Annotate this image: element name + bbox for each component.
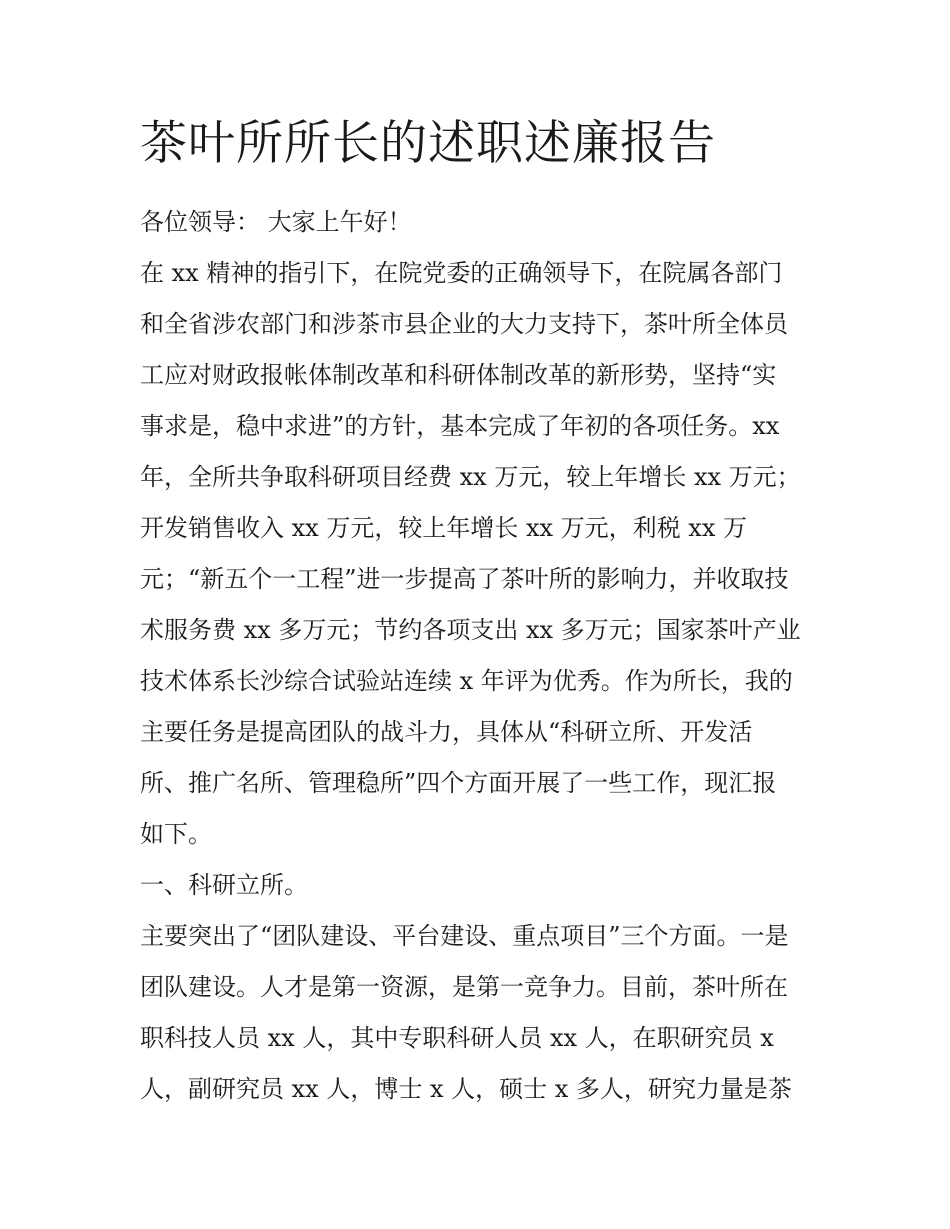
text-line: 团队建设。人才是第一资源，是第一竞争力。目前，茶叶所在	[140, 973, 788, 1001]
text-line: 技术体系长沙综合试验站连续 x 年评为优秀。作为所长，我的	[140, 667, 793, 695]
text-line: 所、推广名所、管理稳所”四个方面开展了一些工作，现汇报	[140, 769, 777, 797]
text-line: 如下。	[140, 820, 212, 848]
text-line: 主要突出了“团队建设、平台建设、重点项目”三个方面。一是	[140, 922, 789, 950]
text-line: 元；“新五个一工程”进一步提高了茶叶所的影响力，并收取技	[140, 565, 789, 593]
text-line: 职科技人员 xx 人，其中专职科研人员 xx 人，在职研究员 x	[140, 1024, 774, 1052]
section-heading: 一、科研立所。	[140, 871, 308, 899]
greeting-line: 各位领导： 大家上午好！	[140, 208, 412, 236]
text-line: 在 xx 精神的指引下，在院党委的正确领导下，在院属各部门	[140, 259, 783, 287]
text-line: 术服务费 xx 多万元；节约各项支出 xx 多万元；国家茶叶产业	[140, 616, 801, 644]
text-line: 工应对财政报帐体制改革和科研体制改革的新形势，坚持“实	[140, 361, 777, 389]
text-line: 主要任务是提高团队的战斗力，具体从“科研立所、开发活	[140, 718, 753, 746]
text-line: 人，副研究员 xx 人，博士 x 人，硕士 x 多人，研究力量是茶	[140, 1075, 792, 1103]
text-line: 和全省涉农部门和涉茶市县企业的大力支持下，茶叶所全体员	[140, 310, 788, 338]
text-line: 事求是，稳中求进”的方针，基本完成了年初的各项任务。xx	[140, 412, 780, 440]
document-title: 茶叶所所长的述职述廉报告	[140, 116, 716, 171]
text-line: 开发销售收入 xx 万元，较上年增长 xx 万元，利税 xx 万	[140, 514, 747, 542]
text-line: 年，全所共争取科研项目经费 xx 万元，较上年增长 xx 万元；	[140, 463, 801, 491]
